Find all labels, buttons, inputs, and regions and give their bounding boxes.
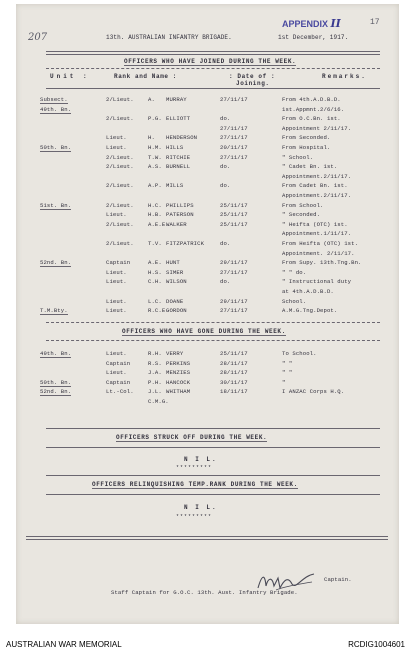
cell-remarks: " Heifta (OTC) 1st. <box>282 220 348 228</box>
cell-name: HILLS <box>166 144 184 151</box>
cell-init: A.E. <box>148 259 162 267</box>
cell-remarks: School. <box>282 297 307 305</box>
cell-unit: T.M.Bty. <box>40 307 68 315</box>
cell-remarks: " Instructional duty <box>282 278 352 286</box>
section-relinquish-title: OFFICERS RELINQUISHING TEMP.RANK DURING THE WEEK. <box>92 481 298 488</box>
cell-rank: Lieut. <box>106 144 127 151</box>
cell-rank: Lieut. <box>106 350 127 357</box>
gone-rule-top <box>46 322 380 323</box>
cell-date: 28/11/17 <box>220 359 248 367</box>
cell-init: L.C. <box>148 297 162 305</box>
cell-init: T.W. <box>148 153 162 161</box>
cell-init: A.E.E. <box>148 220 169 228</box>
cell-name: VERRY <box>166 350 184 357</box>
column-remarks: Remarks. <box>322 73 367 80</box>
cell-remarks: at 4th.A.D.B.D. <box>282 288 334 295</box>
cell-unit: 52nd. Bn. <box>40 388 72 396</box>
cell-name: HENDERSON <box>166 134 198 142</box>
cell-date: 30/11/17 <box>220 378 248 386</box>
column-rank-name: Rank and Name : <box>114 73 178 80</box>
cell-remarks: 1st.Appmnt.2/6/16. <box>282 105 345 113</box>
cell-name: SIMER <box>166 268 184 276</box>
cell-name: RITCHIE <box>166 153 191 161</box>
appendix-label: APPENDIX <box>282 19 329 29</box>
cell-remarks: I ANZAC Corps H.Q. <box>282 388 345 396</box>
cell-date: 25/11/17 <box>220 220 248 228</box>
relinquish-rule-top <box>46 475 380 476</box>
cell-remarks: From O.C.Bn. 1st. <box>282 115 341 123</box>
cell-rank: Lieut. <box>106 297 127 305</box>
cell-unit: Subsect. <box>40 96 68 103</box>
closing-rule <box>26 536 388 540</box>
cell-remarks: Appointment.2/11/17. <box>282 172 352 180</box>
page-number: 17 <box>370 18 380 27</box>
cell-name: WILSON <box>166 278 187 286</box>
cell-name: BURNELL <box>166 163 191 171</box>
cell-date: 25/11/17 <box>220 201 248 209</box>
cell-remarks: From 4th.A.D.B.D. <box>282 96 341 103</box>
cell-init: C.H. <box>148 278 162 286</box>
cell-remarks: From Heifta (OTC) 1st. <box>282 240 359 247</box>
cell-rank: 2/Lieut. <box>106 240 134 247</box>
cell-name: PERKINS <box>166 359 191 367</box>
cell-date: 18/11/17 <box>220 388 248 396</box>
cell-date: do. <box>220 182 231 190</box>
cell-init: J.L. <box>148 388 162 396</box>
footer-reference: RCDIG1004601 <box>348 640 405 649</box>
cell-remarks: From Seconded. <box>282 134 331 142</box>
cell-init: R.S. <box>148 359 162 367</box>
column-date: : Date of : <box>229 73 276 80</box>
cell-rank: 2/Lieut. <box>106 96 134 103</box>
cell-rank: Captain <box>106 259 131 267</box>
cell-unit: 49th. Bn. <box>40 105 72 113</box>
cell-date: do. <box>220 240 231 247</box>
cell-remarks: Appointment.2/11/17. <box>282 192 352 199</box>
header-rule <box>46 68 380 69</box>
document-sheet <box>16 4 399 624</box>
cell-unit: 50th. Bn. <box>40 378 72 386</box>
signature-line: Staff Captain for G.O.C. 13th. Aust. Infantry Brigade. <box>111 589 298 596</box>
cell-init: H. <box>148 134 155 142</box>
cell-date: 27/11/17 <box>220 134 248 142</box>
cell-remarks: From Supy. 13th.Tng.Bn. <box>282 259 362 267</box>
cell-name: WHITHAM <box>166 388 191 396</box>
cell-rank: Lieut. <box>106 307 127 315</box>
cell-init: H.B. <box>148 211 162 219</box>
cell-remarks: Appointment 2/11/17. <box>282 124 352 132</box>
cell-rank: 2/Lieut. <box>106 201 134 209</box>
cell-remarks: Appointment. 2/11/17. <box>282 249 355 257</box>
cell-name: MENZIES <box>166 369 191 377</box>
cell-init: J.A. <box>148 369 162 377</box>
cell-date: do. <box>220 278 231 286</box>
cell-rank: Lt.-Col. <box>106 388 134 396</box>
cell-init: H.C. <box>148 201 162 209</box>
section-joined-title: OFFICERS WHO HAVE JOINED DURING THE WEEK. <box>124 58 297 65</box>
cell-remarks: To School. <box>282 350 317 357</box>
cell-date: 29/11/17 <box>220 259 248 267</box>
cell-rank: 2/Lieut. <box>106 153 134 161</box>
cell-remarks: " Cadet Bn. 1st. <box>282 163 338 171</box>
appendix-number: II <box>330 17 341 30</box>
cell-remarks: " <box>282 378 286 386</box>
cell-date: 25/11/17 <box>220 211 248 219</box>
cell-rank: 2/Lieut. <box>106 163 134 171</box>
appendix-stamp <box>282 17 341 30</box>
cell-name: GORDON <box>166 307 187 315</box>
cell-date: 25/11/17 <box>220 350 248 357</box>
cell-name: FITZPATRICK <box>166 240 205 247</box>
cell-name: PATERSON <box>166 211 194 219</box>
cell-rank: 2/Lieut. <box>106 220 134 228</box>
cell-name: MILLS <box>166 182 184 190</box>
top-rule <box>46 51 380 55</box>
cell-remarks: From Cadet Bn. 1st. <box>282 182 348 190</box>
cell-init: A. <box>148 96 155 103</box>
cell-init: P.H. <box>148 378 162 386</box>
cell-name: DOANE <box>166 297 184 305</box>
cell-unit: 49th. Bn. <box>40 350 72 357</box>
cell-remarks: Appointment.1/11/17. <box>282 230 352 238</box>
relinquish-nil: N I L. <box>184 504 218 511</box>
cell-rank: Lieut. <box>106 278 127 286</box>
cell-date: 27/11/17 <box>220 124 248 132</box>
cell-rank: 2/Lieut. <box>106 115 134 123</box>
cell-unit: 52nd. Bn. <box>40 259 72 267</box>
cell-init: T.V. <box>148 240 162 247</box>
cell-date: 27/11/17 <box>220 96 248 103</box>
cell-date: 27/11/17 <box>220 307 248 315</box>
cell-init: P.G. <box>148 115 162 123</box>
cell-name: HUNT <box>166 259 180 267</box>
cell-remarks: A.M.G.Tng.Depot. <box>282 307 338 315</box>
columns-rule <box>46 88 380 89</box>
cell-rank: Captain <box>106 378 131 386</box>
cell-rank: Captain <box>106 359 131 367</box>
cell-remarks: " " do. <box>282 268 307 276</box>
cell-remarks: From School. <box>282 201 324 209</box>
section-gone-title: OFFICERS WHO HAVE GONE DURING THE WEEK. <box>122 328 286 335</box>
cell-date: 27/11/17 <box>220 268 248 276</box>
cell-init: R.H. <box>148 350 162 357</box>
struck-rule-bottom <box>46 447 380 448</box>
cell-rank: Lieut. <box>106 211 127 219</box>
cell-remarks: " " <box>282 359 293 367</box>
cell-date: 28/11/17 <box>220 369 248 377</box>
document-date: 1st December, 1917. <box>278 34 349 41</box>
cell-name: ELLIOTT <box>166 115 191 123</box>
relinquish-stars: ********* <box>176 514 213 520</box>
brigade-heading: 13th. AUSTRALIAN INFANTRY BRIGADE. <box>106 34 232 41</box>
cell-name: HANCOCK <box>166 378 191 386</box>
struck-rule-top <box>46 428 380 429</box>
cell-init: A.P. <box>148 182 162 190</box>
cell-init: A.S. <box>148 163 162 171</box>
struck-stars: ********* <box>176 465 213 471</box>
cell-remarks: " School. <box>282 153 314 161</box>
cell-remarks: From Hospital. <box>282 144 331 151</box>
folio-number: 207 <box>28 32 48 43</box>
cell-name: MURRAY <box>166 96 187 103</box>
cell-init: C.M.G. <box>148 398 169 405</box>
cell-rank: Lieut. <box>106 369 127 377</box>
cell-name: WALKER <box>166 220 187 228</box>
cell-unit: 50th. Bn. <box>40 144 72 151</box>
cell-rank: Lieut. <box>106 134 127 142</box>
cell-init: H.S. <box>148 268 162 276</box>
cell-name: PHILLIPS <box>166 201 194 209</box>
cell-rank: 2/Lieut. <box>106 182 134 190</box>
footer-institution: AUSTRALIAN WAR MEMORIAL <box>6 640 122 649</box>
gone-rule-bottom <box>46 340 380 341</box>
struck-nil: N I L. <box>184 456 218 463</box>
cell-remarks: " " <box>282 369 293 377</box>
cell-remarks: " Seconded. <box>282 211 321 219</box>
cell-date: do. <box>220 115 231 123</box>
section-struck-title: OFFICERS STRUCK OFF DURING THE WEEK. <box>116 434 268 441</box>
cell-date: 27/11/17 <box>220 153 248 161</box>
relinquish-rule-bottom <box>46 494 380 495</box>
cell-unit: 51st. Bn. <box>40 201 72 209</box>
cell-date: do. <box>220 163 231 171</box>
cell-rank: Lieut. <box>106 268 127 276</box>
column-date-joining: Joining. <box>236 80 270 87</box>
cell-date: 29/11/17 <box>220 297 248 305</box>
signature-title: Captain. <box>324 576 352 583</box>
cell-init: H.M. <box>148 144 162 151</box>
cell-init: R.C.E. <box>148 307 169 315</box>
cell-date: 20/11/17 <box>220 144 248 151</box>
column-unit: Unit : <box>50 73 90 80</box>
